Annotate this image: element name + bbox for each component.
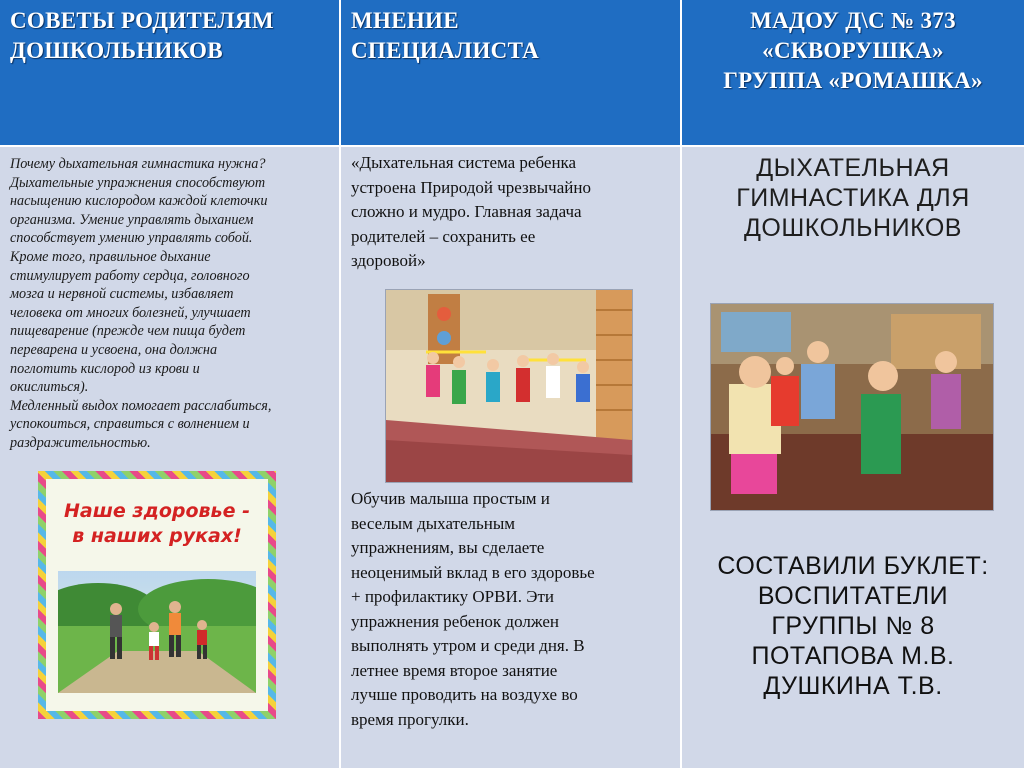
poster-caption: Наше здоровье - в наших руках!	[64, 500, 250, 547]
expert-quote: «Дыхательная система ребенка устроена Природой чрезвычайно сложно и мудро. Главная задача родителей – сохранить ее здоровой»	[351, 153, 591, 270]
header-advice-title: СОВЕТЫ РОДИТЕЛЯМ ДОШКОЛЬНИКОВ	[0, 0, 341, 145]
expert-column	[341, 145, 682, 768]
health-poster-image	[38, 471, 276, 719]
kids-exercise-photo	[385, 289, 633, 483]
family-running-photo	[58, 571, 256, 693]
advice-column	[0, 145, 341, 768]
header-expert-title: МНЕНИЕ СПЕЦИАЛИСТА	[341, 0, 682, 145]
booklet-topic: ДЫХАТЕЛЬНАЯ ГИМНАСТИКА ДЛЯ ДОШКОЛЬНИКОВ	[736, 154, 970, 242]
advice-text: Почему дыхательная гимнастика нужна? Дыхательные упражнения способствуют насыщению кислородом каждой клеточки организма. Умение управлять дыханием способствует умению управлять собой. Кроме того, правильное дыхание стимулирует работу сердца, головного мозга и нервной системы, избавляет человека от многих болезней, улучшает пищеварение (прежде чем пища будет переварена и усвоена, она должна поглотить кислород из крови и окислиться). Медленный выдох помогает расслабиться, успокоиться, справиться с волнением и раздражительностью.	[10, 156, 272, 451]
booklet-authors: СОСТАВИЛИ БУКЛЕТ: ВОСПИТАТЕЛИ ГРУППЫ № 8 ПОТАПОВА М.В. ДУШКИНА Т.В.	[717, 552, 989, 700]
children-group-photo	[710, 303, 994, 511]
header-kindergarten-title: МАДОУ Д\С № 373 «СКВОРУШКА» ГРУППА «РОМАШКА»	[682, 0, 1024, 145]
info-column	[682, 145, 1024, 768]
expert-advice-text: Обучив малыша простым и веселым дыхательным упражнениям, вы сделаете неоценимый вклад в его здоровье + профилактику ОРВИ. Эти упражнения ребенок должен выполнять утром и среди дня. В летнее время второе занятие лучше проводить на воздухе во время прогулки.	[351, 489, 595, 729]
